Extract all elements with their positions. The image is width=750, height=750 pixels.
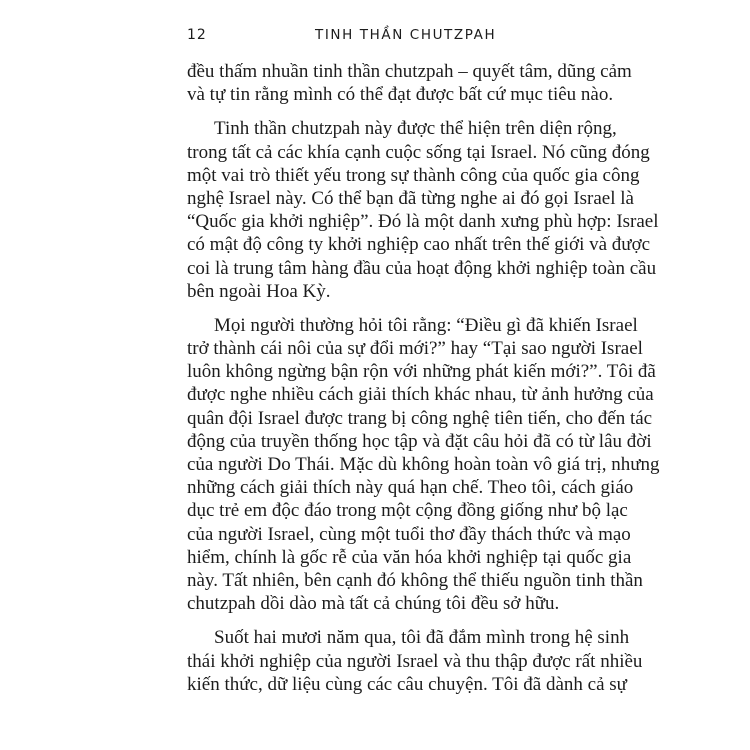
running-title: TINH THẦN CHUTZPAH [315,27,497,43]
text-line: của người Israel, cùng một tuổi thơ đầy thách thức và mạo [187,523,631,545]
text-line: động của truyền thống học tập và đặt câu hỏi đã có từ lâu đời [187,430,652,452]
text-line: luôn không ngừng bận rộn với những phát kiến mới?”. Tôi đã [187,361,656,383]
text-line: quân đội Israel được trang bị công nghệ tiên tiến, cho đến tác [187,407,653,429]
paragraph-2 [187,117,659,303]
body-text [187,60,660,707]
text-line: thái khởi nghiệp của người Israel và thu thập được rất nhiều [187,650,643,672]
text-line: của người Do Thái. Mặc dù không hoàn toàn vô giá trị, nhưng [187,454,660,475]
text-line: bên ngoài Hoa Kỳ. [187,280,331,302]
text-line: Suốt hai mươi năm qua, tôi đã đắm mình trong hệ sinh [214,627,630,649]
text-line: Mọi người thường hỏi tôi rằng: “Điều gì đã khiến Israel [214,314,638,336]
text-line: và tự tin rằng mình có thể đạt được bất cứ mục tiêu nào. [187,84,614,106]
text-line: này. Tất nhiên, bên cạnh đó không thể thiếu nguồn tinh thần [187,569,643,591]
text-line: một vai trò thiết yếu trong sự thành công của quốc gia công [187,164,640,186]
text-line: chutzpah dồi dào mà tất cả chúng tôi đều sở hữu. [187,593,560,615]
page-header [187,27,587,51]
text-line: “Quốc gia khởi nghiệp”. Đó là một danh xưng phù hợp: Israel [187,211,659,233]
text-line: nghệ Israel này. Có thể bạn đã từng nghe ai đó gọi Israel là [187,187,634,209]
text-line: được nghe nhiều cách giải thích khác nhau, từ ảnh hưởng của [187,384,654,406]
text-line: trở thành cái nôi của sự đổi mới?” hay “Tại sao người Israel [187,338,643,360]
text-line: kiến thức, dữ liệu cùng các câu chuyện. Tôi đã dành cả sự [187,673,627,695]
paragraph-3 [187,314,660,615]
text-line: trong tất cả các khía cạnh cuộc sống tại Israel. Nó cũng đóng [187,141,650,163]
text-line: hiểm, chính là gốc rễ của văn hóa khởi nghiệp tại quốc gia [187,546,632,568]
page-number: 12 [187,27,207,43]
text-line: Tinh thần chutzpah này được thể hiện trên diện rộng, [214,118,617,140]
text-line: có mật độ công ty khởi nghiệp cao nhất trên thế giới và được [187,234,651,256]
text-line: những cách giải thích này quá hạn chế. Theo tôi, cách giáo [187,477,634,499]
paragraph-4 [187,626,643,696]
text-line: dục trẻ em độc đáo trong một cộng đồng giống như bộ lạc [187,500,628,522]
text-line: đều thấm nhuần tinh thần chutzpah – quyết tâm, dũng cảm [187,61,632,82]
paragraph-1 [187,60,632,106]
text-line: coi là trung tâm hàng đầu của hoạt động khởi nghiệp toàn cầu [187,257,657,279]
